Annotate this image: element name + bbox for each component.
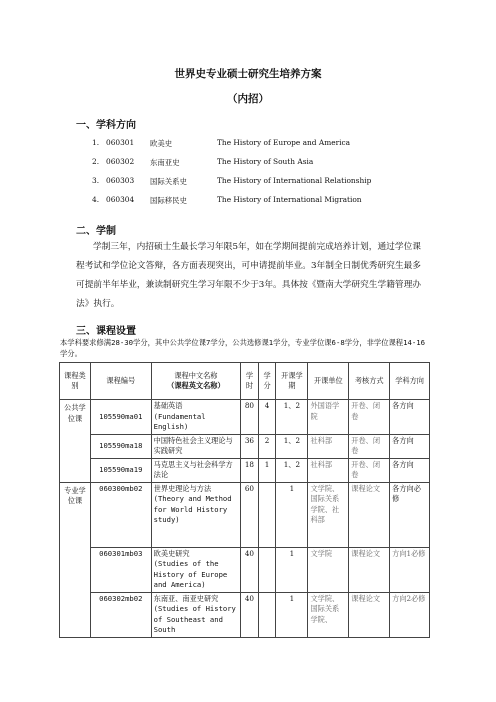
document-title: 世界史专业硕士研究生培养方案 [174, 68, 322, 80]
course-dept: 社科部 [308, 458, 349, 482]
course-exam: 课程论文 [349, 482, 390, 547]
direction-code: 060302 [106, 157, 135, 166]
course-table [59, 362, 430, 638]
course-direction: 各方向必修 [390, 482, 430, 547]
course-term: 1 [276, 547, 308, 592]
direction-no: 3. [92, 176, 100, 185]
course-term: 1 [276, 482, 308, 547]
course-exam: 课程论文 [349, 547, 390, 592]
course-exam: 开卷、闭卷 [349, 458, 390, 482]
section-heading-courses: 三、课程设置 [76, 326, 136, 337]
direction-en: The History of International Relationship [217, 176, 372, 185]
course-name: 中国特色社会主义理论与实践研究 [151, 434, 240, 458]
course-direction: 方向2必修 [390, 592, 430, 637]
table-row [60, 400, 430, 435]
course-credits: 4 [258, 400, 276, 435]
header-credits: 学分 [258, 363, 276, 400]
direction-code: 060303 [106, 176, 135, 185]
course-code: 105590ma01 [90, 400, 151, 435]
course-dept: 文学院 [308, 547, 349, 592]
direction-en: The History of Europe and America [217, 138, 351, 147]
direction-code: 060301 [106, 138, 135, 147]
table-header-row [60, 363, 430, 400]
group-type-major: 专业学位课 [60, 482, 91, 637]
course-hours: 60 [241, 482, 259, 547]
direction-code: 060304 [106, 195, 135, 204]
header-exam: 考核方式 [349, 363, 390, 400]
table-row [60, 547, 430, 592]
section-heading-duration: 二、学制 [76, 226, 116, 237]
header-direction: 学科方向 [390, 363, 430, 400]
course-term: 1 [276, 592, 308, 637]
header-dept: 开课单位 [308, 363, 349, 400]
course-dept: 外国语学院 [308, 400, 349, 435]
course-dept: 社科部 [308, 434, 349, 458]
header-code: 课程编号 [90, 363, 151, 400]
course-name: 马克思主义与社会科学方法论 [151, 458, 240, 482]
document-subtitle: （内招） [227, 93, 269, 105]
course-term: 1、2 [276, 400, 308, 435]
course-name: 世界史理论与方法 (Theory and Method for World History study) [151, 482, 240, 547]
course-exam: 课程论文 [349, 592, 390, 637]
course-credits: 1 [258, 458, 276, 482]
table-row [60, 482, 430, 547]
header-type: 课程类别 [60, 363, 91, 400]
course-code: 060301mb03 [90, 547, 151, 592]
course-code: 060300mb02 [90, 482, 151, 547]
course-name: 基础英语 (Fundamental English) [151, 400, 240, 435]
direction-cn: 东南亚史 [150, 158, 180, 167]
course-hours: 36 [241, 434, 259, 458]
course-term: 1、2 [276, 458, 308, 482]
table-row [60, 434, 430, 458]
course-hours: 80 [241, 400, 259, 435]
header-hours: 学时 [241, 363, 259, 400]
direction-en: The History of South Asia [217, 157, 314, 166]
course-credits [258, 547, 276, 592]
direction-no: 1. [92, 138, 100, 147]
course-credits [258, 592, 276, 637]
header-term: 开课学期 [276, 363, 308, 400]
course-code: 060302mb02 [90, 592, 151, 637]
table-row [60, 592, 430, 637]
course-dept: 文学院、国际关系学院、社科部 [308, 482, 349, 547]
group-type-public: 公共学位课 [60, 400, 91, 483]
course-term: 1、2 [276, 434, 308, 458]
course-hours: 40 [241, 592, 259, 637]
course-credits: 2 [258, 434, 276, 458]
header-name-sub: （课程英文名称） [167, 381, 225, 390]
section-heading-direction: 一、学科方向 [76, 120, 136, 131]
direction-no: 4. [92, 195, 100, 204]
course-code: 105590ma19 [90, 458, 151, 482]
course-hours: 40 [241, 547, 259, 592]
course-name: 东南亚、南亚史研究 (Studies of History of Southeast and South [151, 592, 240, 637]
header-name: 课程中文名称 （课程英文名称） [151, 363, 240, 400]
course-exam: 开卷、闭卷 [349, 400, 390, 435]
course-hours: 18 [241, 458, 259, 482]
course-direction: 方向1必修 [390, 547, 430, 592]
course-code: 105590ma18 [90, 434, 151, 458]
course-credits [258, 482, 276, 547]
direction-en: The History of International Migration [217, 195, 362, 204]
course-direction: 各方向 [390, 400, 430, 435]
course-direction: 各方向 [390, 458, 430, 482]
course-dept: 文学院、国际关系学院、 [308, 592, 349, 637]
course-direction: 各方向 [390, 434, 430, 458]
credit-requirement-note: 本学科要求修满28-30学分，其中公共学位课7学分，公共选修课1学分，专业学位课6-8学分，非学位课程14-16学分。 [60, 338, 426, 358]
course-exam: 开卷、闭卷 [349, 434, 390, 458]
direction-cn: 国际关系史 [150, 177, 187, 186]
course-name: 欧美史研究 (Studies of the History of Europe and America) [151, 547, 240, 592]
duration-paragraph: 学制三年，内招硕士生最长学习年限5年，如在学期间提前完成培养计划，通过学位课程考试和学位论文答辩，各方面表现突出，可申请提前毕业。3年制全日制优秀研究生最多可提前半年毕业，兼读制研究生学习年限不少于3年。具体按《暨南大学研究生学籍管理办法》执行。 [76, 242, 421, 309]
table-row [60, 458, 430, 482]
direction-cn: 欧美史 [150, 139, 173, 148]
direction-cn: 国际移民史 [150, 196, 187, 205]
direction-no: 2. [92, 157, 100, 166]
